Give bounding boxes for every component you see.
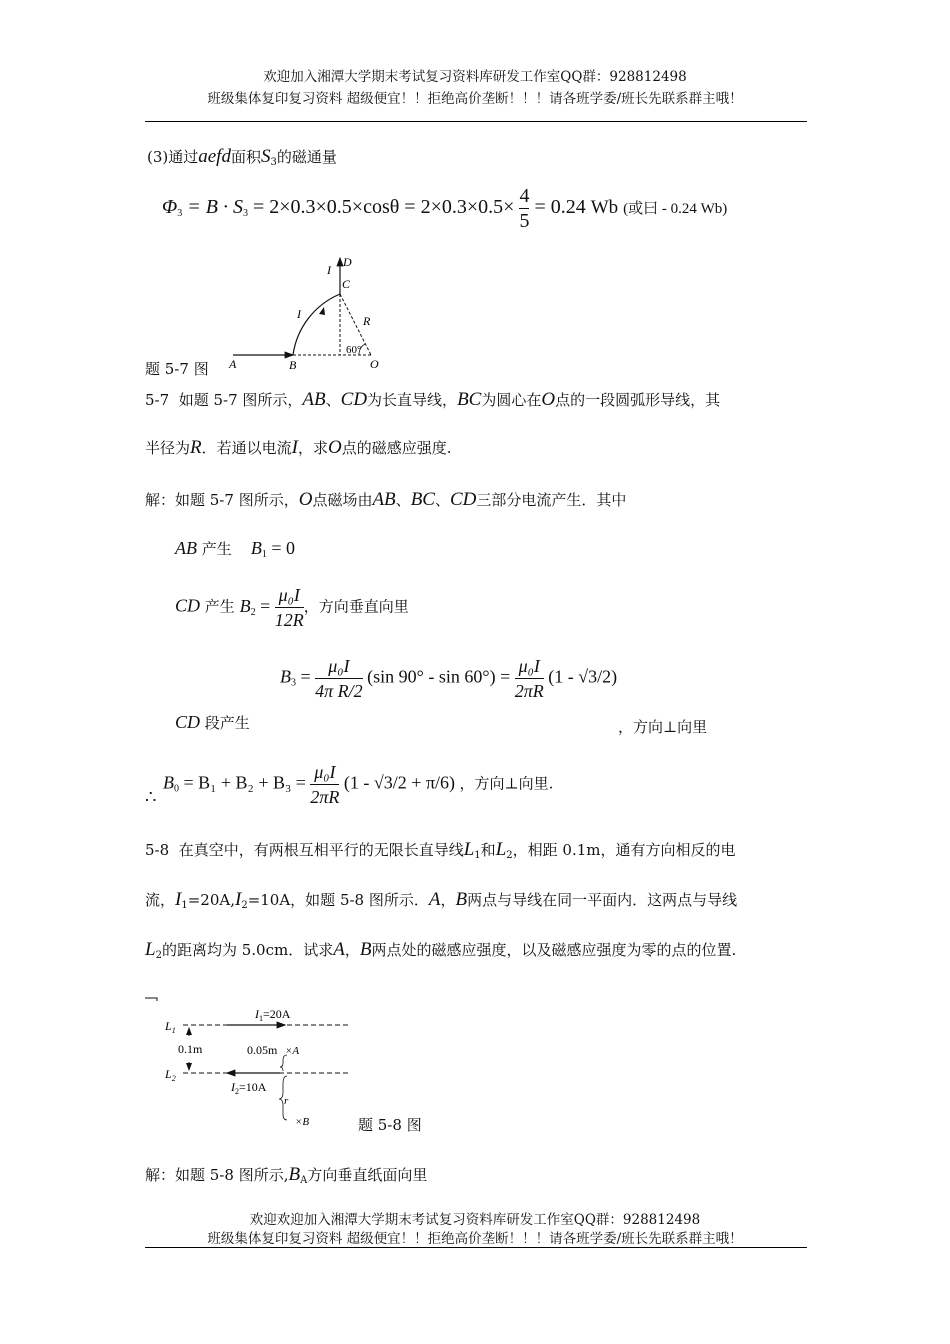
b3-label: CD 段产生 — [175, 712, 250, 732]
problem-5-8-line-1: 5-8 在真空中，有两根互相平行的无限长直导线$L_1$和$L_2$，相距 0.1m，通有方向相反的电 — [145, 839, 736, 861]
fraction-4-5: $\frac{4}{5}$ — [519, 185, 530, 232]
point-b: ×B — [295, 1116, 310, 1128]
b2-fraction: $\frac{\text{μ₀I}}{12R}$ — [274, 585, 304, 630]
b0-equation: ∴ $B_0 = B_1 + B_2 + B_3$ = $\frac{\text{μ₀I}}{2\pi R}$ (1 - √3/2 + π/6) ，方向⊥向里. — [145, 762, 554, 807]
label-c: C — [342, 277, 351, 291]
figure-5-7-caption: 题 5-7 图 — [145, 360, 209, 378]
solution-5-7-intro: 解：如题 5-7 图所示，O点磁场由AB、BC、CD三部分电流产生．其中 — [145, 489, 627, 510]
label-i1: $I_1=20A$ — [255, 1007, 291, 1023]
label-r: R — [363, 314, 371, 328]
header-line-1: 欢迎加入湘潭大学期末考试复习资料库研发工作室QQ群：928812498 — [263, 69, 687, 85]
arc-arrow-icon — [319, 307, 325, 315]
header-line-2: 班级集体复印复习资料 超级便宜！！拒绝高价垄断！！！请各班学委/班长先联系群主哦！ — [207, 91, 743, 107]
b2-line: CD 产生 $B_2$ = $\frac{\text{μ₀I}}{12R}$ ，方向垂直向里 — [175, 585, 409, 630]
label-r: r — [284, 1095, 289, 1107]
figure-5-7 — [225, 252, 385, 374]
label-l2: $L_2$ — [165, 1067, 176, 1083]
part3-heading: (3)通过aefd面积$S_3$的磁通量 — [147, 146, 337, 168]
label-i-vertical: I — [327, 263, 331, 277]
b3-direction: ，方向⊥向里 — [618, 718, 708, 736]
header-rule — [145, 121, 807, 122]
solution-5-8: 解：如题 5-8 图所示$,B_A$方向垂直纸面向里 — [145, 1164, 428, 1186]
footer-line-1: 欢迎欢迎加入湘潭大学期末考试复习资料库研发工作室QQ群：928812498 — [249, 1212, 701, 1228]
label-i2: $I_2=10A$ — [231, 1080, 267, 1096]
corner-mark — [145, 998, 157, 1001]
footer-line-2: 班级集体复印复习资料 超级便宜！！拒绝高价垄断！！！请各班学委/班长先联系群主哦！ — [207, 1231, 743, 1247]
label-o: O — [370, 357, 379, 371]
brace-a — [280, 1055, 287, 1071]
label-i-arc: I — [297, 307, 301, 321]
label-l1: $L_1$ — [165, 1019, 176, 1035]
arc-bc — [293, 294, 340, 355]
label-half-distance: 0.05m — [247, 1043, 278, 1057]
label-angle: 60° — [346, 344, 362, 356]
footer-rule — [145, 1247, 807, 1248]
label-distance: 0.1m — [178, 1042, 203, 1056]
problem-5-8-line-2: 流，$I_1=20A,I_2=10A$，如题 5-8 图所示．A，B两点与导线在同一平面内．这两点与导线 — [145, 889, 738, 911]
problem-5-7-line-1: 5-7 如题 5-7 图所示，AB、CD为长直导线，BC为圆心在O点的一段圆弧形导线，其 — [145, 389, 721, 410]
flux-equation: $\Phi_3 = B \cdot S_3 = 2\times 0.3\times 0.5\times\cos\theta = 2\times 0.3\times 0.5\times$ $\frac{4}{5}$ = 0.24 Wb (或曰 - 0.24 Wb) — [162, 185, 728, 232]
label-b: B — [289, 358, 297, 372]
problem-5-7-line-2: 半径为R．若通以电流I，求O点的磁感应强度. — [145, 437, 452, 458]
figure-5-8-caption: 题 5-8 图 — [358, 1116, 422, 1134]
problem-5-8-line-3: $L_2$的距离均为 5.0cm．试求A，B两点处的磁感应强度，以及磁感应强度为零的点的位置. — [145, 939, 737, 961]
label-a: A — [229, 357, 237, 371]
label-d: D — [343, 255, 352, 269]
point-a: ×A — [285, 1045, 300, 1057]
b3-equation: $B_3$ = $\frac{\text{μ₀I}}{\text{4π R/2}}$ (sin 90° - sin 60°) = $\frac{\text{μ₀I}}{2\pi R}$ (1 - √3/2) — [280, 656, 618, 701]
b1-line: AB 产生 $B_1 = 0$ — [175, 538, 296, 560]
